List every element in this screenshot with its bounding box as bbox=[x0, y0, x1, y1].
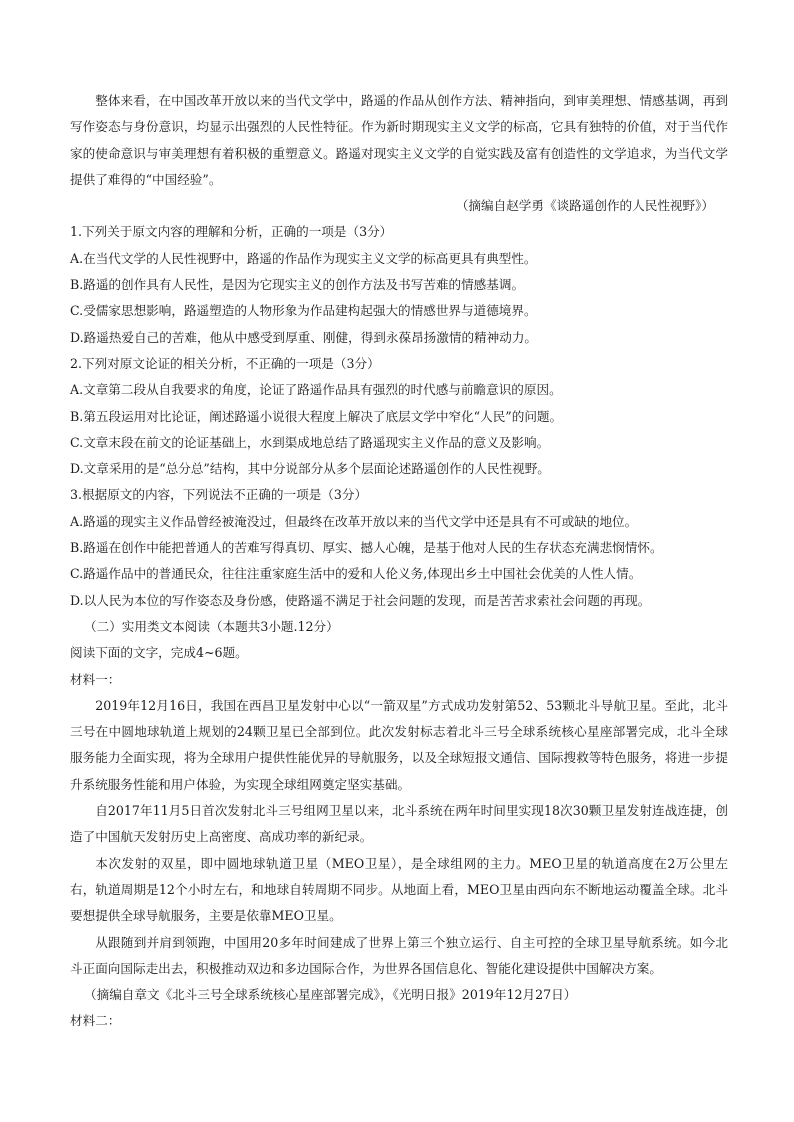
question-option: C.受儒家思想影响，路遥塑造的人物形象为作品建构起强大的情感世界与道德境界。 bbox=[70, 303, 537, 319]
source-citation-2: （摘编自章文《北斗三号全球系统核心星座部署完成》，《光明日报》2019年12月27日） bbox=[84, 987, 577, 1003]
question-2 bbox=[70, 351, 728, 482]
intro-paragraph: 整体来看，在中国改革开放以来的当代文学中，路遥的作品从创作方法、精神指向，到审美理想、情感基调，再到写作姿态与身份意识，均显示出强烈的人民性特征。作为新时期现实主义文学的标高，它具有独特的价值，对于当代作家的使命意识与审美理想有着积极的重塑意义。路遥对现实主义文学的自觉实践及富有创造性的文学追求，为当代文学提供了难得的“中国经验”。 bbox=[70, 93, 728, 187]
document-page bbox=[70, 88, 728, 1035]
question-option: A.路遥的现实主义作品曾经被淹没过，但最终在改革开放以来的当代文学中还是具有不可或缺的地位。 bbox=[70, 513, 638, 529]
material-1-label: 材料一： bbox=[70, 671, 121, 687]
question-option: D.路遥热爱自己的苦难，他从中感受到厚重、刚健，得到永葆昂扬激情的精神动力。 bbox=[70, 329, 538, 345]
question-option: D.文章采用的是“总分总”结构，其中分说部分从多个层面论述路遥创作的人民性视野。 bbox=[70, 461, 550, 477]
question-option: A.文章第二段从自我要求的角度，论证了路遥作品具有强烈的时代感与前瞻意识的原因。 bbox=[70, 382, 562, 398]
question-option: D.以人民为本位的写作姿态及身份感，使路遥不满足于社会问题的发现，而是苦苦求索社会问题的再现。 bbox=[70, 592, 651, 608]
question-option: A.在当代文学的人民性视野中，路遥的作品作为现实主义文学的标高更具有典型性。 bbox=[70, 250, 537, 266]
question-3 bbox=[70, 482, 728, 613]
question-stem: 2.下列对原文论证的相关分析，不正确的一项是（3分） bbox=[70, 355, 380, 371]
question-option: B.路遥在创作中能把普通人的苦难写得真切、厚实、撼人心魄，是基于他对人民的生存状态充满悲悯情怀。 bbox=[70, 540, 663, 556]
material-1-paragraph: 自2017年11月5日首次发射北斗三号组网卫星以来，北斗系统在两年时间里实现18次30颗卫星发射连战连捷，创造了中国航天发射历史上高密度、高成功率的新纪录。 bbox=[70, 803, 728, 845]
question-1 bbox=[70, 219, 728, 350]
question-option: C.路遥作品中的普通民众，往往注重家庭生活中的爱和人伦义务,体现出乡土中国社会优美的人性人情。 bbox=[70, 566, 642, 582]
material-1-paragraph: 从跟随到并肩到领跑，中国用20多年时间建成了世界上第三个独立运行、自主可控的全球卫星导航系统。如今北斗正面向国际走出去，积极推动双边和多边国际合作，为世界各国信息化、智能化建设提供中国解决方案。 bbox=[70, 934, 728, 976]
source-citation-1: （摘编自赵学勇《谈路遥创作的人民性视野》） bbox=[455, 198, 714, 214]
section-heading: （二）实用类文本阅读（本题共3小题.12分） bbox=[84, 618, 339, 634]
material-1-paragraph: 2019年12月16日，我国在西昌卫星发射中心以“一箭双星”方式成功发射第52、53颗北斗导航卫星。至此，北斗三号在中圆地球轨道上规划的24颗卫星已全部到位。此次发射标志着北斗三号全球系统核心星座部署完成，北斗全球服务能力全面实现，将为全球用户提供性能优异的导航服务，以及全球短报文通信、国际搜救等特色服务，将进一步提升系统服务性能和用户体验，为实现全球组网奠定坚实基础。 bbox=[70, 697, 728, 792]
question-option: B.路遥的创作具有人民性，是因为它现实主义的创作方法及书写苦难的情感基调。 bbox=[70, 277, 525, 293]
question-stem: 1.下列关于原文内容的理解和分析，正确的一项是（3分） bbox=[70, 224, 393, 240]
material-2-label: 材料二： bbox=[70, 1013, 121, 1029]
question-option: C.文章末段在前文的论证基础上，水到渠成地总结了路遥现实主义作品的意义及影响。 bbox=[70, 434, 550, 450]
question-option: B.第五段运用对比论证，阐述路遥小说很大程度上解决了底层文学中窄化“人民”的问题。 bbox=[70, 408, 563, 424]
material-1-paragraph: 本次发射的双星，即中圆地球轨道卫星（MEO卫星），是全球组网的主力。MEO卫星的轨道高度在2万公里左右，轨道周期是12个小时左右，和地球自转周期不同步。从地面上看，MEO卫星由西向东不断地运动覆盖全球。北斗要想提供全球导航服务，主要是依靠MEO卫星。 bbox=[70, 855, 728, 924]
reading-instruction: 阅读下面的文字，完成4~6题。 bbox=[70, 645, 248, 661]
question-stem: 3.根据原文的内容，下列说法不正确的一项是（3分） bbox=[70, 487, 368, 503]
